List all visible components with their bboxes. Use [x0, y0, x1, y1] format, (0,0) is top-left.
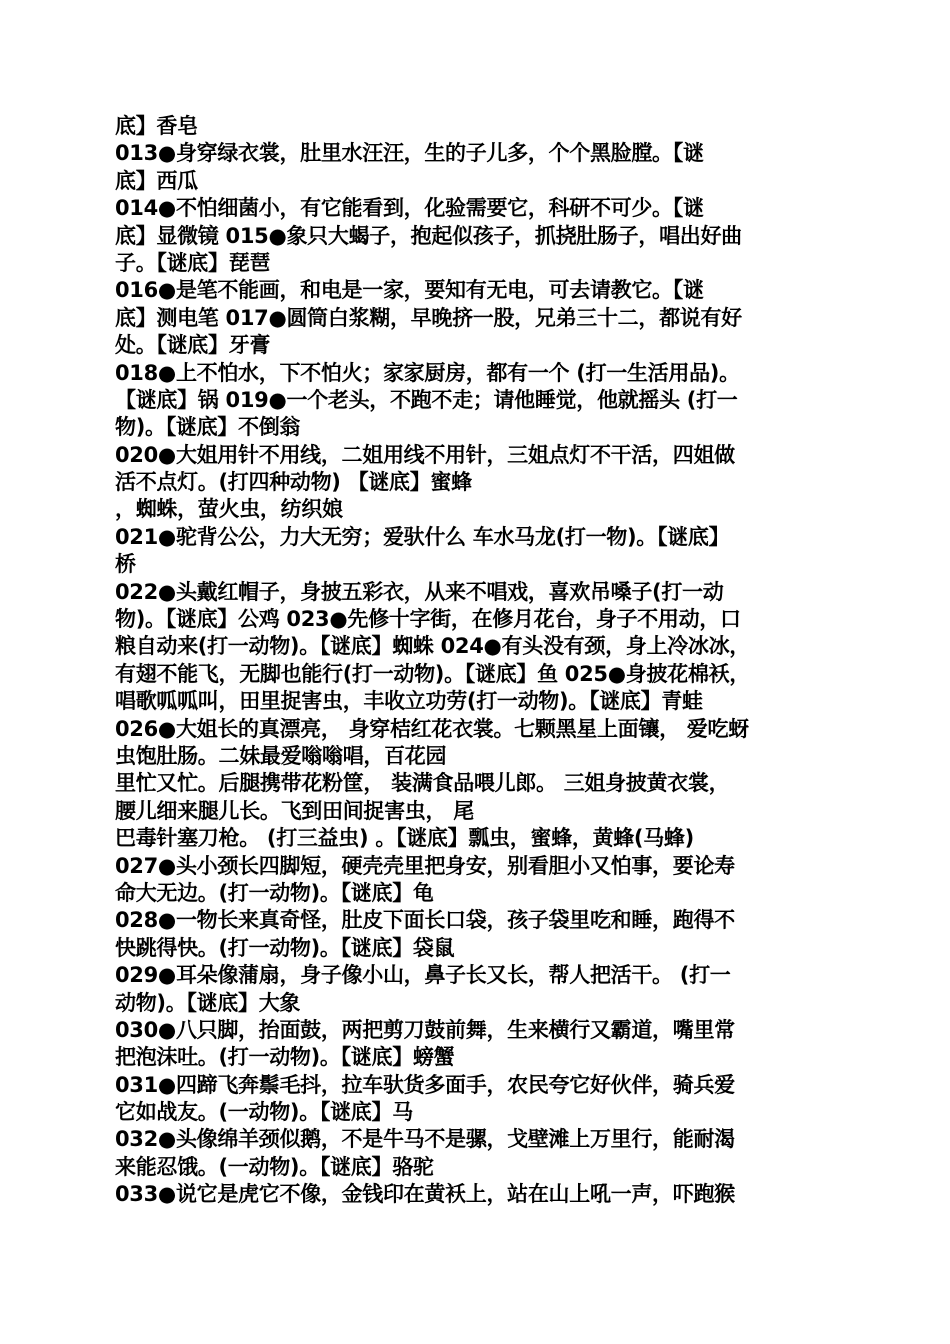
text-line: 031●四蹄飞奔鬃毛抖，拉车驮货多面手，农民夸它好伙伴，骑兵爱: [115, 1072, 735, 1097]
text-line: 018●上不怕水，下不怕火；家家厨房，都有一个 (打一生活用品)。: [115, 360, 740, 385]
text-line: 【谜底】锅 019●一个老头，不跑不走；请他睡觉，他就摇头 (打一: [115, 387, 738, 412]
text-line: 033●说它是虎它不像，金钱印在黄袄上，站在山上吼一声，吓跑猴: [115, 1182, 735, 1207]
text-line: 物)。【谜底】不倒翁: [115, 415, 301, 440]
text-line: 013●身穿绿衣裳，肚里水汪汪，生的子儿多，个个黑脸膛。【谜: [115, 141, 704, 166]
text-line: 026●大姐长的真漂亮， 身穿桔红花衣裳。七颗黑星上面镶， 爱吃蚜: [115, 716, 749, 741]
text-line: 活不点灯。(打四种动物) 【谜底】蜜蜂: [115, 470, 472, 495]
text-line: 物)。【谜底】公鸡 023●先修十字街，在修月花台，身子不用动，口: [115, 607, 741, 632]
text-line: ，蜘蛛，萤火虫，纺织娘: [115, 497, 343, 522]
riddle-text-block: [115, 113, 835, 1209]
text-line: 022●头戴红帽子，身披五彩衣，从来不唱戏，喜欢吊嗓子(打一动: [115, 579, 724, 604]
text-line: 014●不怕细菌小，有它能看到，化验需要它，科研不可少。【谜: [115, 196, 704, 221]
text-line: 027●头小颈长四脚短，硬壳壳里把身安，别看胆小又怕事，要论寿: [115, 853, 735, 878]
text-line: 028●一物长来真奇怪，肚皮下面长口袋，孩子袋里吃和睡，跑得不: [115, 908, 735, 933]
text-line: 底】西瓜: [115, 168, 198, 193]
text-line: 底】显微镜 015●象只大蝎子，抱起似孩子，抓挠肚肠子，唱出好曲: [115, 223, 742, 248]
text-line: 里忙又忙。后腿携带花粉筐， 装满食品喂儿郎。 三姐身披黄衣裳，: [115, 771, 730, 796]
text-line: 016●是笔不能画，和电是一家，要知有无电，可去请教它。【谜: [115, 278, 704, 303]
text-line: 021●驼背公公，力大无穷；爱驮什么 车水马龙(打一物)。【谜底】: [115, 524, 730, 549]
text-line: 虫饱肚肠。二妹最爱嗡嗡唱，百花园: [115, 743, 447, 768]
text-line: 处。【谜底】牙膏: [115, 333, 271, 358]
text-line: 来能忍饿。(一动物)。【谜底】骆驼: [115, 1154, 434, 1179]
text-line: 底】香皂: [115, 114, 198, 138]
text-line: 桥: [115, 552, 136, 577]
text-line: 快跳得快。(打一动物)。【谜底】袋鼠: [115, 935, 455, 960]
text-line: 腰儿细来腿儿长。飞到田间捉害虫， 尾: [115, 798, 474, 823]
text-line: 030●八只脚，抬面鼓，两把剪刀鼓前舞，生来横行又霸道，嘴里常: [115, 1017, 735, 1042]
text-line: 巴毒针塞刀枪。 (打三益虫) 。【谜底】瓢虫，蜜蜂，黄蜂(马蜂): [115, 826, 694, 851]
text-line: 底】测电笔 017●圆筒白浆糊，早晚挤一股，兄弟三十二，都说有好: [115, 305, 742, 330]
text-line: 032●头像绵羊颈似鹅，不是牛马不是骡，戈壁滩上万里行，能耐渴: [115, 1127, 735, 1152]
text-line: 动物)。【谜底】大象: [115, 990, 301, 1015]
text-line: 粮自动来(打一动物)。【谜底】蜘蛛 024●有头没有颈，身上冷冰冰，: [115, 634, 750, 659]
text-line: 子。【谜底】琵琶: [115, 250, 271, 275]
text-line: 命大无边。(打一动物)。【谜底】龟: [115, 880, 434, 905]
text-line: 029●耳朵像蒲扇，身子像小山，鼻子长又长，帮人把活干。 (打一: [115, 963, 731, 988]
text-line: 把泡沫吐。(打一动物)。【谜底】螃蟹: [115, 1045, 455, 1070]
text-line: 唱歌呱呱叫，田里捉害虫，丰收立功劳(打一动物)。【谜底】青蛙: [115, 689, 703, 714]
text-line: 有翅不能飞，无脚也能行(打一动物)。【谜底】鱼 025●身披花棉袄，: [115, 661, 750, 686]
text-line: 它如战友。(一动物)。【谜底】马: [115, 1100, 413, 1125]
text-line: 020●大姐用针不用线，二姐用线不用针，三姐点灯不干活，四姐做: [115, 442, 735, 467]
